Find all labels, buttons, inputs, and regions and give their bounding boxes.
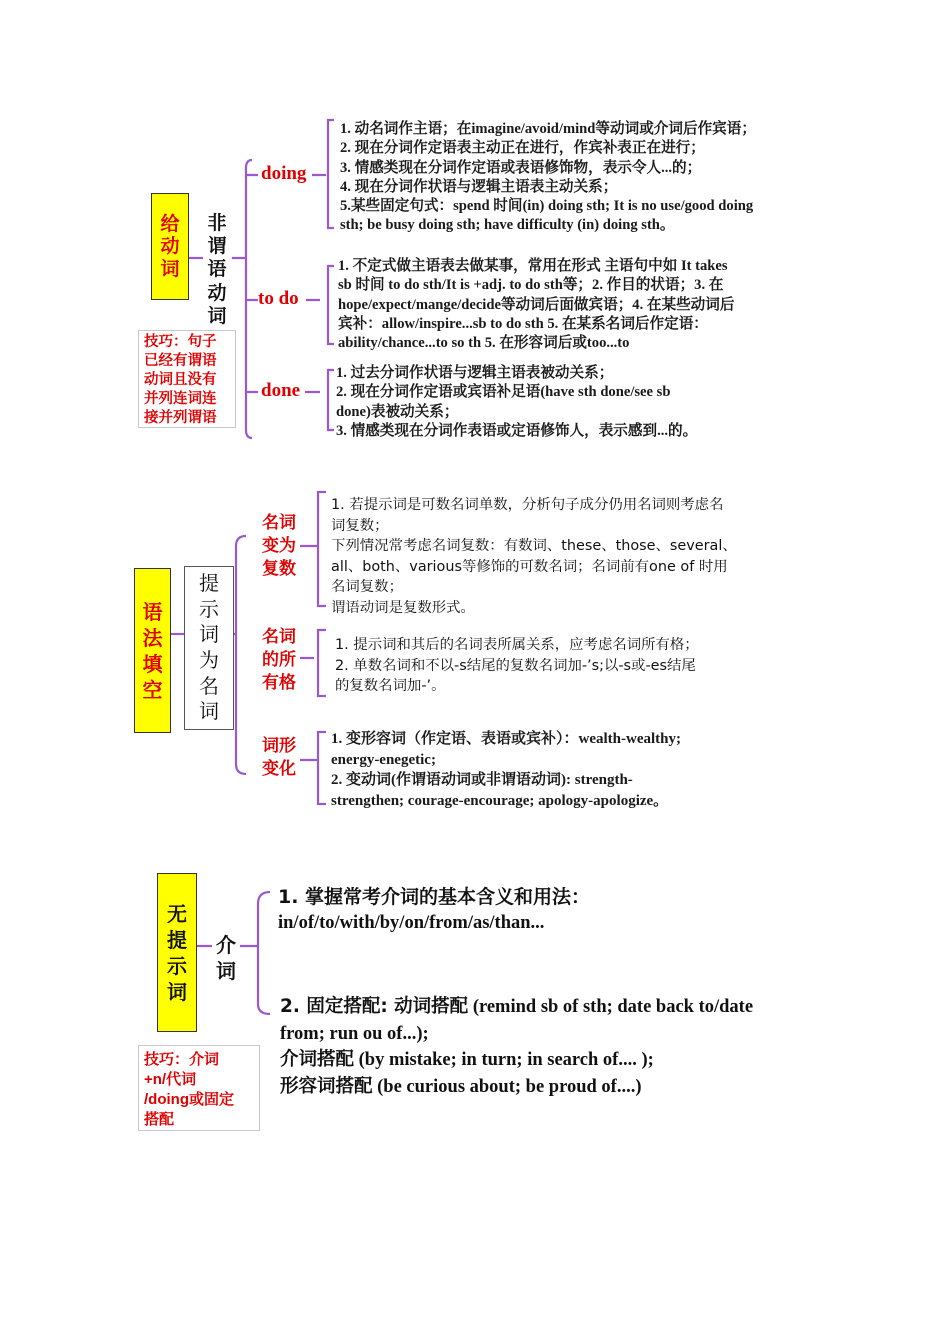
category-char: 非 <box>207 212 227 234</box>
tip-line: /doing或固定 <box>144 1091 234 1108</box>
category-char: 动 <box>207 281 227 304</box>
note-line: 2. 现在分词作定语表主动正在进行，作宾补表正在进行； <box>340 140 705 157</box>
branch-notes-plural <box>331 495 737 618</box>
note-line: sb 时间 to do sth/It is +adj. to do sth等；2. 作目的状语；3. 在 <box>338 277 724 294</box>
note-line: 1. 过去分词作状语与逻辑主语表被动关系； <box>336 365 614 381</box>
item-line-rest: from; run ou of...); <box>280 1023 429 1044</box>
note-line: hope/expect/mange/decide等动词后面做宾语；4. 在某些动词后 <box>338 296 735 313</box>
branch-label-done: done <box>261 380 301 401</box>
tip-line: 搭配 <box>144 1111 175 1128</box>
topic-box-no-hint <box>157 873 197 1032</box>
label-line: 变化 <box>262 759 296 779</box>
tip-box-verbs <box>138 330 236 428</box>
category-prepositions <box>212 932 240 984</box>
branch-label-possessive <box>262 626 296 695</box>
category-char: 词 <box>207 304 227 327</box>
note-line: 1. 提示词和其后的名词表所属关系，应考虑名词所有格； <box>335 637 699 653</box>
item-line <box>280 1047 753 1074</box>
note-line: 4. 现在分词作状语与逻辑主语表主动关系； <box>340 178 618 195</box>
topic-char: 无 <box>167 901 187 926</box>
item-line-rest: (remind sb of sth; date back to/date <box>468 997 754 1017</box>
topic-char: 示 <box>167 953 187 978</box>
note-line: 2. 现在分词作定语或宾语补足语(have sth done/see sb <box>336 384 671 401</box>
label-line: 的所 <box>262 650 296 670</box>
label-line: 名词 <box>262 627 296 647</box>
category-char: 介 <box>216 933 236 957</box>
note-line: 2. 单数名词和不以-s结尾的复数名词加-’s;以-s或-es结尾 <box>335 657 696 674</box>
item-line-rest: (be curious about; be proud of....) <box>372 1076 642 1097</box>
topic-char: 空 <box>142 677 163 702</box>
tip-line: 接并列谓语 <box>144 410 217 426</box>
preposition-item-1 <box>278 884 590 936</box>
tip-line: 技巧：句子 <box>144 334 217 350</box>
item-line <box>280 1074 753 1101</box>
topic-char: 法 <box>142 625 163 650</box>
note-line: done)表被动关系； <box>336 403 459 420</box>
topic-char: 词 <box>167 979 187 1004</box>
note-line: 谓语动词是复数形式。 <box>331 599 475 616</box>
note-line: 1. 不定式做主语表去做某事，常用在形式 主语句中如 It takes <box>338 258 728 274</box>
branch-notes-word-form <box>331 729 681 811</box>
category-char: 词 <box>199 699 219 724</box>
category-char: 提 <box>199 571 219 596</box>
category-char: 示 <box>199 596 219 621</box>
item-line-bold: 2. 固定搭配: 动词搭配 <box>280 996 469 1017</box>
item-line-rest: (by mistake; in turn; in search of.... ); <box>354 1050 654 1070</box>
connector-s3-trunk <box>240 892 270 1014</box>
note-line: 3. 情感类现在分词作表语或定语修饰人，表示感到...的。 <box>336 422 698 439</box>
branch-notes-doing <box>340 120 756 236</box>
tip-box-prepositions <box>138 1045 260 1131</box>
note-line: 5.某些固定句式：spend 时间(in) doing sth; It is no use/good doing <box>340 198 754 215</box>
branch-label-doing: doing <box>261 163 307 184</box>
label-line: 有格 <box>262 673 296 693</box>
note-line: ability/chance...to so th 5. 在形容词后或too...to <box>338 335 630 352</box>
topic-char: 提 <box>167 927 187 952</box>
bracket-s1-todo <box>328 266 334 344</box>
topic-char: 动 <box>160 235 180 258</box>
bracket-s2-possessive <box>318 630 326 696</box>
topic-char: 词 <box>160 257 180 280</box>
note-line: 3. 情感类现在分词作定语或表语修饰物，表示令人...的； <box>340 159 702 176</box>
category-char: 名 <box>199 673 219 698</box>
bracket-s1-done <box>328 370 334 430</box>
bracket-s2-plural <box>318 492 326 606</box>
bracket-s1-doing <box>328 120 334 228</box>
preposition-item-2 <box>280 994 753 1100</box>
tip-line: 已经有谓语 <box>144 353 217 369</box>
item-title: 1. 掌握常考介词的基本含义和用法： <box>278 886 591 908</box>
note-line: 1. 动名词作主语；在imagine/avoid/mind等动词或介词后作宾语； <box>340 121 756 137</box>
label-line: 变为 <box>262 536 296 556</box>
tip-line: 动词且没有 <box>144 372 217 388</box>
branch-label-to-do: to do <box>258 288 299 309</box>
note-line: 名词复数； <box>331 579 403 595</box>
label-line: 复数 <box>262 559 296 579</box>
topic-char: 填 <box>142 651 163 676</box>
note-line: all、both、various等修饰的可数名词；名词前有one of 时用 <box>331 558 728 575</box>
item-line <box>280 994 753 1021</box>
note-line: 的复数名词加-’。 <box>335 678 446 694</box>
note-line: 1. 变形容词（作定语、表语或宾补）：wealth-wealthy; <box>331 731 681 747</box>
tip-line: 技巧：介词 <box>144 1051 220 1068</box>
tip-line: 并列连词连 <box>144 391 217 407</box>
category-char: 谓 <box>207 235 227 258</box>
topic-char: 给 <box>160 212 180 235</box>
bracket-s2-form <box>318 732 326 804</box>
item-list: in/of/to/with/by/on/from/as/than... <box>278 913 545 933</box>
branch-notes-possessive <box>335 635 699 697</box>
note-line: energy-enegetic; <box>331 751 436 768</box>
note-line: 宾补：allow/inspire...sb to do sth 5. 在某系名词后作定语： <box>338 315 708 332</box>
note-line: strengthen; courage-encourage; apology-apologize。 <box>331 792 669 809</box>
item-line <box>280 1021 753 1048</box>
note-line: sth; be busy doing sth; have difficulty (in) doing sth。 <box>340 217 675 234</box>
branch-label-plural <box>262 512 296 581</box>
item-line-bold: 形容词搭配 <box>280 1075 373 1097</box>
branch-notes-to-do <box>338 257 734 353</box>
topic-box-grammar-fill <box>134 568 171 733</box>
tip-line: +n/代词 <box>144 1071 197 1088</box>
category-char: 语 <box>207 258 227 281</box>
note-line: 词复数； <box>331 517 389 534</box>
topic-box-verbs <box>151 193 189 300</box>
category-char: 词 <box>199 622 219 647</box>
topic-char: 语 <box>142 599 163 624</box>
note-line: 下列情况常考虑名词复数：有数词、these、those、several、 <box>331 538 737 554</box>
category-char: 词 <box>216 959 236 983</box>
label-line: 名词 <box>262 513 296 533</box>
item-line-bold: 介词搭配 <box>280 1049 355 1070</box>
note-line: 1. 若提示词是可数名词单数，分析句子成分仍用名词则考虑名 <box>331 497 724 513</box>
category-non-finite-verbs <box>203 212 231 328</box>
category-char: 为 <box>199 648 219 672</box>
label-line: 词形 <box>262 736 296 756</box>
branch-label-word-form <box>262 735 296 781</box>
branch-notes-done <box>336 364 697 441</box>
category-box-noun-hint <box>184 566 234 730</box>
note-line: 2. 变动词(作谓语动词或非谓语动词): strength- <box>331 772 633 789</box>
